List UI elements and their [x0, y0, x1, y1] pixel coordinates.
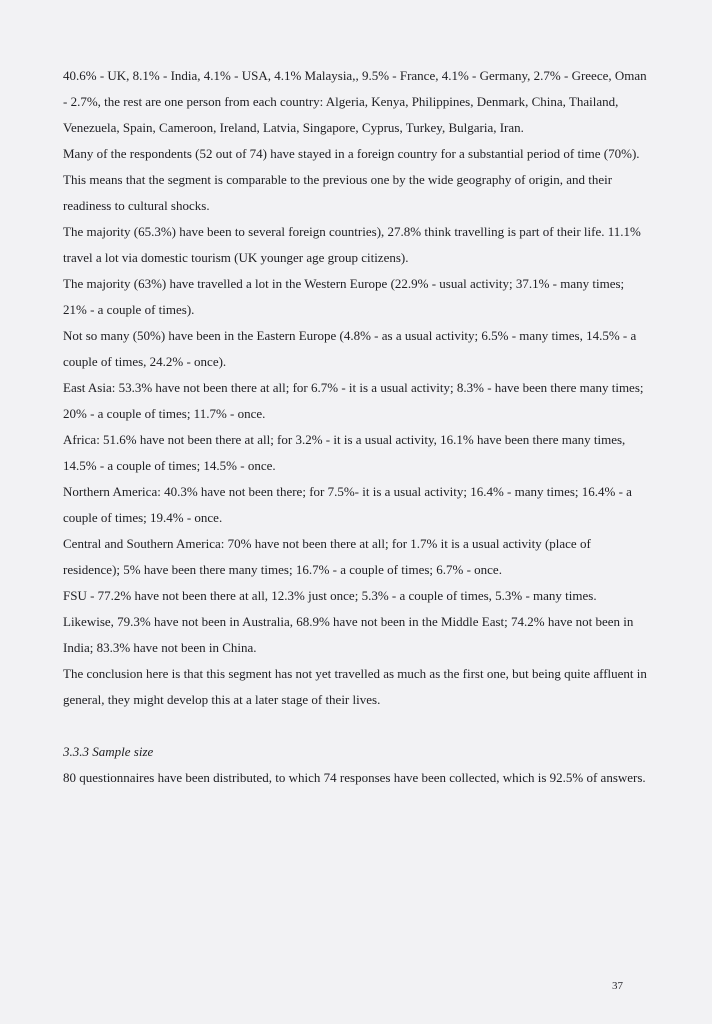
- document-body: [63, 63, 648, 791]
- section-heading: 3.3.3 Sample size: [63, 744, 154, 759]
- paragraph-several-countries: The majority (65.3%) have been to several foreign countries), 27.8% think travelling is part of their life. 11.1% travel a lot via domestic tourism (UK younger age group citizens).: [63, 224, 641, 265]
- paragraph-country-breakdown: 40.6% - UK, 8.1% - India, 4.1% - USA, 4.1% Malaysia,, 9.5% - France, 4.1% - Germany, 2.7% - Greece, Oman - 2.7%, the rest are one person from each country: Algeria, Kenya, Philippines, Denmark, China, Thailand, Venezuela, Spain, Cameroon, Ireland, Latvia, Singapore, Cyprus, Turkey, Bulgaria, Iran.: [63, 68, 647, 135]
- paragraph-stayed-abroad: Many of the respondents (52 out of 74) have stayed in a foreign country for a substantial period of time (70%). This means that the segment is comparable to the previous one by the wide geography of origin, and their readiness to cultural shocks.: [63, 146, 640, 213]
- paragraph-fsu: FSU - 77.2% have not been there at all, 12.3% just once; 5.3% - a couple of times, 5.3% - many times.: [63, 588, 597, 603]
- paragraph-africa: Africa: 51.6% have not been there at all; for 3.2% - it is a usual activity, 16.1% have been there many times, 14.5% - a couple of times; 14.5% - once.: [63, 432, 626, 473]
- paragraph-eastern-europe: Not so many (50%) have been in the Eastern Europe (4.8% - as a usual activity; 6.5% - many times, 14.5% - a couple of times, 24.2% - once).: [63, 328, 637, 369]
- paragraph-other-regions: Likewise, 79.3% have not been in Australia, 68.9% have not been in the Middle East; 74.2% have not been in India; 83.3% have not been in China.: [63, 614, 634, 655]
- paragraph-western-europe: The majority (63%) have travelled a lot in the Western Europe (22.9% - usual activity; 37.1% - many times; 21% - a couple of times).: [63, 276, 625, 317]
- page-number: 37: [612, 980, 623, 992]
- paragraph-northern-america: Northern America: 40.3% have not been there; for 7.5%- it is a usual activity; 16.4% - many times; 16.4% - a couple of times; 19.4% - once.: [63, 484, 632, 525]
- paragraph-central-southern-america: Central and Southern America: 70% have not been there at all; for 1.7% it is a usual activity (place of residence); 5% have been there many times; 16.7% - a couple of times; 6.7% - once.: [63, 536, 591, 577]
- paragraph-east-asia: East Asia: 53.3% have not been there at all; for 6.7% - it is a usual activity; 8.3% - have been there many times; 20% - a couple of times; 11.7% - once.: [63, 380, 644, 421]
- paragraph-conclusion: The conclusion here is that this segment has not yet travelled as much as the first one, but being quite affluent in general, they might develop this at a later stage of their lives.: [63, 666, 647, 707]
- paragraph-sample-size: 80 questionnaires have been distributed, to which 74 responses have been collected, which is 92.5% of answers.: [63, 770, 646, 785]
